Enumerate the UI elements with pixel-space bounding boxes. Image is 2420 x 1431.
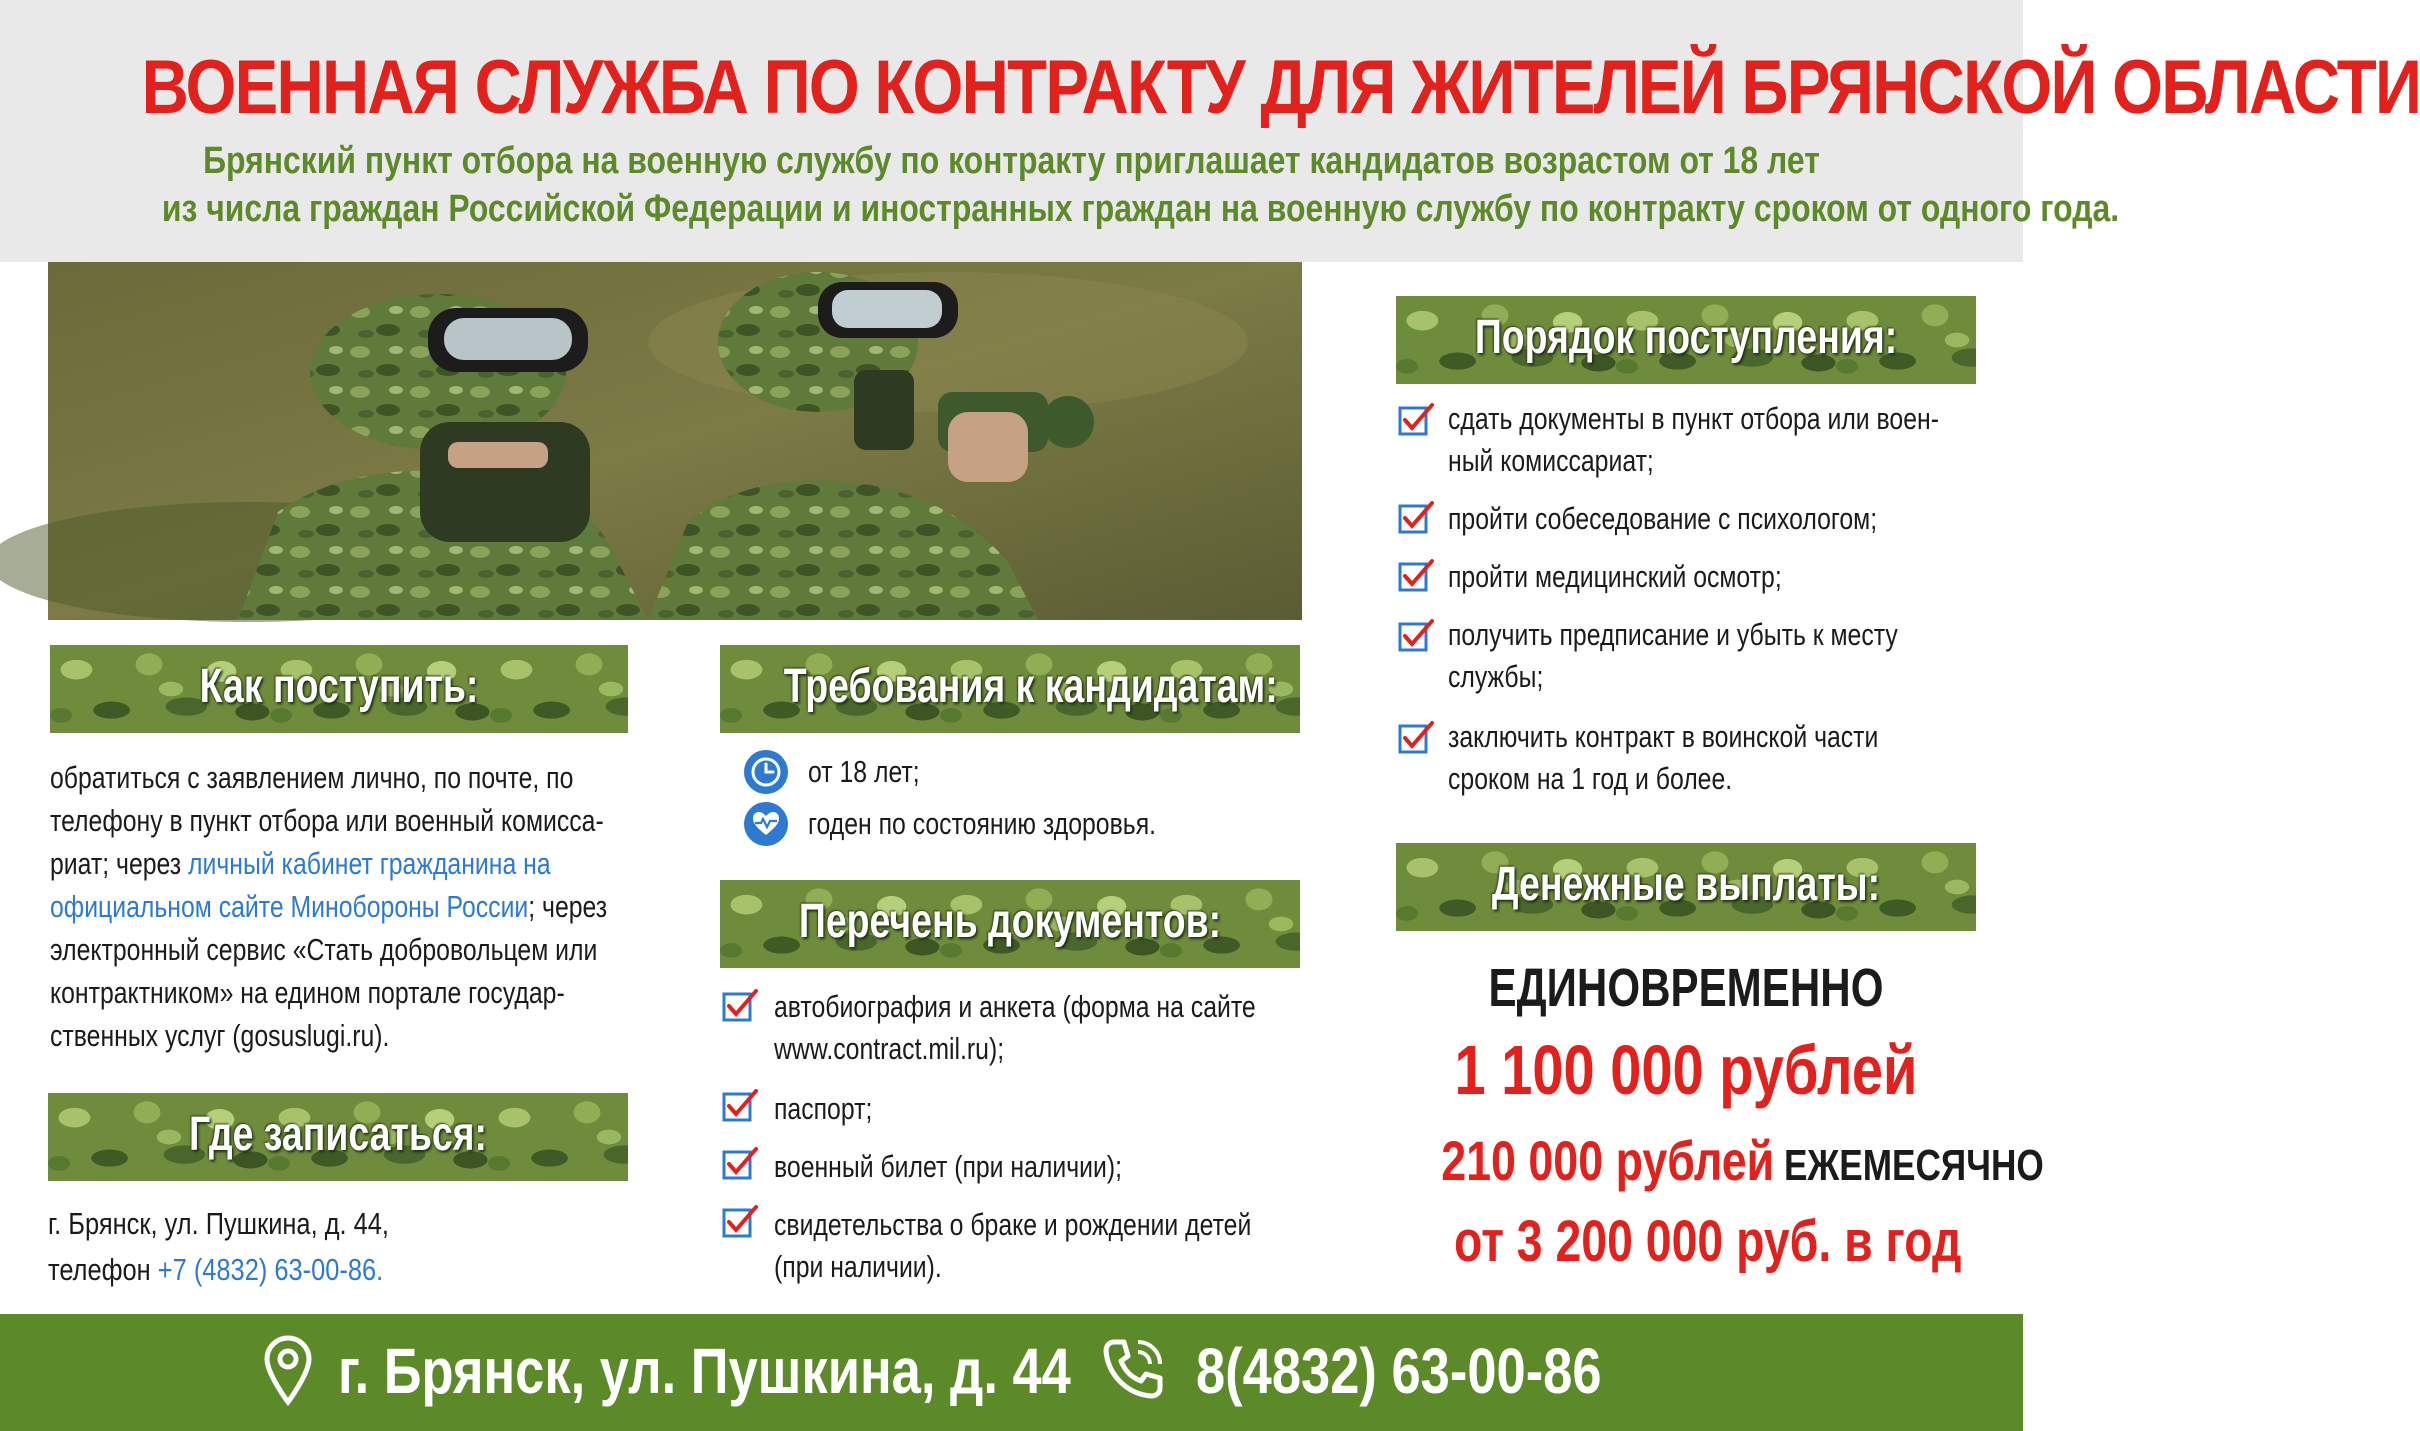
how-to-apply-text-fragment: ; через bbox=[528, 889, 608, 924]
procedure-item bbox=[1448, 716, 1986, 800]
procedure-item bbox=[1448, 498, 1984, 540]
how-to-apply-line: электронный сервис «Стать добровольцем или bbox=[50, 932, 598, 967]
document-line: www.contract.mil.ru); bbox=[774, 1031, 1005, 1066]
where-heading: Где записаться: bbox=[189, 1108, 487, 1161]
where-text bbox=[48, 1202, 464, 1294]
requirements-heading-bar bbox=[720, 645, 1300, 733]
document-item bbox=[774, 1146, 1209, 1188]
document-line: свидетельства о браке и рождении детей bbox=[774, 1207, 1252, 1242]
how-to-apply-line: телефону в пункт отбора или военный комисса- bbox=[50, 803, 604, 838]
checkbox-icon bbox=[722, 1204, 760, 1240]
checkbox-icon bbox=[722, 1146, 760, 1182]
procedure-heading-bar bbox=[1396, 296, 1976, 384]
procedure-line: заключить контракт в воинской части bbox=[1448, 719, 1879, 754]
clock-icon bbox=[744, 750, 788, 794]
where-address: г. Брянск, ул. Пушкина, д. 44, bbox=[48, 1206, 389, 1241]
checkbox-icon bbox=[1398, 500, 1436, 536]
subtitle-line-1: Брянский пункт отбора на военную службу по контракту приглашает кандидатов возрастом от 18 лет bbox=[203, 140, 1820, 182]
where-phone-line bbox=[48, 1248, 389, 1294]
document-line: автобиография и анкета (форма на сайте bbox=[774, 989, 1256, 1024]
mod-website-link[interactable]: официальном сайте Минобороны России bbox=[50, 889, 529, 924]
one-time-amount: 1 100 000 рублей bbox=[1454, 1031, 1918, 1109]
how-to-apply-line: контрактником» на едином портале государ- bbox=[50, 975, 565, 1010]
page-title: ВОЕННАЯ СЛУЖБА ПО КОНТРАКТУ ДЛЯ ЖИТЕЛЕЙ БРЯНСКОЙ ОБЛАСТИ bbox=[141, 45, 2420, 130]
requirement-item bbox=[744, 802, 1243, 846]
procedure-line: службы; bbox=[1448, 659, 1544, 694]
header-band bbox=[0, 0, 2420, 262]
payments-heading-bar bbox=[1396, 843, 1976, 931]
payments-heading: Денежные выплаты: bbox=[1491, 858, 1881, 911]
how-to-apply-line: ственных услуг (gosuslugi.ru). bbox=[50, 1018, 390, 1053]
checkbox-icon bbox=[1398, 402, 1436, 438]
documents-heading-bar bbox=[720, 880, 1300, 968]
one-time-label: ЕДИНОВРЕМЕННО bbox=[1488, 958, 1884, 1018]
monthly-label: ЕЖЕМЕСЯЧНО bbox=[1774, 1141, 2044, 1190]
subtitle-line-2: из числа граждан Российской Федерации и иностранных граждан на военную службу по контракту сроком от одного года. bbox=[161, 188, 2120, 230]
procedure-line: пройти собеседование с психологом; bbox=[1448, 501, 1878, 536]
how-to-apply-text-fragment: риат; через bbox=[50, 846, 189, 881]
requirement-item bbox=[744, 750, 948, 794]
procedure-line: ный комиссариат; bbox=[1448, 443, 1654, 478]
monthly-payment bbox=[1441, 1128, 2044, 1193]
phone-icon bbox=[1100, 1336, 1166, 1402]
requirements-heading: Требования к кандидатам: bbox=[783, 660, 1278, 713]
procedure-line: сроком на 1 год и более. bbox=[1448, 761, 1733, 796]
procedure-item bbox=[1448, 556, 1865, 598]
document-line: (при наличии). bbox=[774, 1249, 942, 1284]
procedure-item bbox=[1448, 614, 2010, 698]
document-item bbox=[774, 1204, 1371, 1288]
procedure-line: сдать документы в пункт отбора или воен- bbox=[1448, 401, 1939, 436]
footer-bar bbox=[0, 1314, 2023, 1431]
how-to-apply-heading-bar bbox=[50, 645, 628, 733]
how-to-apply-heading: Как поступить: bbox=[199, 660, 479, 713]
procedure-line: пройти медицинский осмотр; bbox=[1448, 559, 1782, 594]
requirement-label: годен по состоянию здоровья. bbox=[808, 806, 1157, 841]
phone-link[interactable]: +7 (4832) 63-00-86. bbox=[157, 1252, 384, 1287]
monthly-amount: 210 000 рублей bbox=[1441, 1129, 1775, 1192]
procedure-line: получить предписание и убыть к месту bbox=[1448, 617, 1898, 652]
how-to-apply-line bbox=[50, 842, 551, 885]
yearly-amount: от 3 200 000 руб. в год bbox=[1454, 1209, 1962, 1274]
checkbox-icon bbox=[722, 988, 760, 1024]
checkbox-icon bbox=[1398, 618, 1436, 654]
checkbox-icon bbox=[1398, 720, 1436, 756]
procedure-item bbox=[1448, 398, 2062, 482]
procedure-heading: Порядок поступления: bbox=[1474, 311, 1898, 364]
checkbox-icon bbox=[722, 1088, 760, 1124]
how-to-apply-line: обратиться с заявлением лично, по почте, по bbox=[50, 760, 574, 795]
where-heading-bar bbox=[48, 1093, 628, 1181]
checkbox-icon bbox=[1398, 558, 1436, 594]
document-line: военный билет (при наличии); bbox=[774, 1149, 1122, 1184]
document-line: паспорт; bbox=[774, 1091, 873, 1126]
documents-heading: Перечень документов: bbox=[798, 895, 1222, 948]
personal-account-link[interactable]: личный кабинет гражданина на bbox=[188, 846, 551, 881]
how-to-apply-text bbox=[50, 756, 628, 1057]
location-pin-icon bbox=[262, 1334, 314, 1406]
requirement-label: от 18 лет; bbox=[808, 754, 920, 789]
document-item bbox=[774, 986, 1376, 1070]
how-to-apply-line bbox=[50, 885, 608, 928]
phone-label: телефон bbox=[48, 1252, 158, 1287]
document-item bbox=[774, 1088, 897, 1130]
footer-address: г. Брянск, ул. Пушкина, д. 44 bbox=[338, 1335, 1071, 1407]
soldiers-photo bbox=[48, 262, 1302, 620]
heart-pulse-icon bbox=[744, 802, 788, 846]
footer-phone[interactable]: 8(4832) 63-00-86 bbox=[1196, 1335, 1602, 1407]
